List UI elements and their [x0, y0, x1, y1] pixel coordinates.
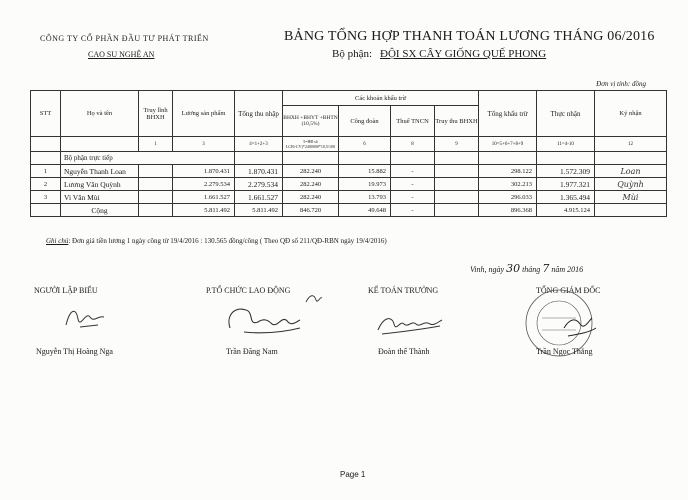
cell-tong: 1.661.527 — [235, 191, 283, 204]
cell-tong: 1.870.431 — [235, 165, 283, 178]
cell-truy-linh — [139, 191, 173, 204]
cell-thuc-nhan: 1.977.321 — [537, 178, 595, 191]
col-bhxh: BHXH +BHYT +BHTN (10,5%) — [283, 106, 339, 137]
cell-name: Vi Văn Mùi — [61, 191, 139, 204]
cell-truy-linh — [139, 178, 173, 191]
date-month-label: tháng — [522, 265, 541, 274]
cell-thue: - — [391, 165, 435, 178]
signatory-name: Nguyễn Thị Hoàng Nga — [36, 347, 113, 356]
header-row-1 — [31, 91, 667, 106]
footnote-label: Ghi chú — [46, 237, 69, 245]
department-label: Bộ phận: — [332, 48, 373, 60]
cell-thuc-nhan: 1.365.494 — [537, 191, 595, 204]
cell-thue: - — [391, 191, 435, 204]
cell-bhxh: 282.240 — [283, 178, 339, 191]
index-cell: 4=1+2+3 — [235, 137, 283, 152]
date-year: năm 2016 — [551, 265, 584, 274]
total-thue: - — [391, 204, 435, 217]
department-value: ĐỘI SX CÂY GIỐNG QUẾ PHONG — [380, 48, 547, 60]
cell-truy-linh — [139, 165, 173, 178]
cell-tong: 2.279.534 — [235, 178, 283, 191]
total-row — [31, 204, 667, 217]
cell-signature: Mùi — [595, 191, 667, 204]
index-cell: 1 — [139, 137, 173, 152]
cell-cong-doan: 15.882 — [339, 165, 391, 178]
cell-truy-thu — [435, 165, 479, 178]
cell-name: Lương Văn Quỳnh — [61, 178, 139, 191]
date-day: 30 — [506, 262, 521, 275]
signatory-name: Đoàn thế Thành — [378, 347, 430, 356]
cell-luong-sp: 1.661.527 — [173, 191, 235, 204]
signature-mark — [374, 306, 444, 340]
table-row — [31, 165, 667, 178]
col-tong-thu-nhap: Tổng thu nhập — [235, 91, 283, 137]
col-truy-thu: Truy thu BHXH — [435, 106, 479, 137]
company-name-line2: CAO SU NGHỆ AN — [88, 50, 155, 59]
date-month: 7 — [542, 262, 550, 275]
total-thuc-nhan: 4.915.124 — [537, 204, 595, 217]
total-cong-doan: 49.648 — [339, 204, 391, 217]
unit-label: Đơn vị tính: đồng — [596, 80, 646, 88]
total-bhxh: 846.720 — [283, 204, 339, 217]
cell-luong-sp: 2.279.534 — [173, 178, 235, 191]
cell-thue: - — [391, 178, 435, 191]
payroll-table — [30, 90, 667, 217]
signature-mark — [60, 303, 110, 333]
col-name: Họ và tên — [61, 91, 139, 137]
cell-bhxh: 282.240 — [283, 165, 339, 178]
cell-stt: 3 — [31, 191, 61, 204]
total-tong-kt: 896.368 — [479, 204, 537, 217]
cell-name: Nguyễn Thanh Loan — [61, 165, 139, 178]
total-luong-sp: 5.811.492 — [173, 204, 235, 217]
col-ky-nhan: Ký nhận — [595, 91, 667, 137]
cell-tong-kt: 302.213 — [479, 178, 537, 191]
table-row — [31, 191, 667, 204]
col-thue: Thuế TNCN — [391, 106, 435, 137]
signatory-title: P.TỔ CHỨC LAO ĐỘNG — [206, 286, 291, 295]
col-luong-sp: Lương sản phẩm — [173, 91, 235, 137]
col-truy-linh: Truy lĩnh BHXH — [139, 91, 173, 137]
index-cell: 6 — [339, 137, 391, 152]
date-prefix: Vinh, ngày — [470, 265, 505, 274]
company-name-line1: CÔNG TY CỔ PHẦN ĐẦU TƯ PHÁT TRIỂN — [40, 34, 209, 43]
cell-cong-doan: 19.973 — [339, 178, 391, 191]
department-line — [332, 48, 546, 60]
total-label: Cộng — [61, 204, 139, 217]
index-cell: 8 — [391, 137, 435, 152]
col-cong-doan: Công đoàn — [339, 106, 391, 137]
index-cell: 11=4-10 — [537, 137, 595, 152]
section-label: Bộ phận trực tiếp — [61, 152, 235, 165]
initials-mark — [304, 292, 324, 306]
cell-truy-thu — [435, 191, 479, 204]
index-cell: 12 — [595, 137, 667, 152]
index-cell: 9 — [435, 137, 479, 152]
cell-luong-sp: 1.870.431 — [173, 165, 235, 178]
index-cell: 10=5+6+7+8+9 — [479, 137, 537, 152]
cell-thuc-nhan: 1.572.309 — [537, 165, 595, 178]
signatory-title: KẾ TOÁN TRƯỞNG — [368, 286, 439, 295]
signature-mark — [224, 298, 304, 338]
signatory-title: NGƯỜI LẬP BIỂU — [34, 286, 98, 295]
section-row — [31, 152, 667, 165]
index-cell: 5=HĐ số LCB+CV)*2400000*10,5/100 — [283, 137, 339, 152]
cell-stt: 1 — [31, 165, 61, 178]
total-tong: 5.811.492 — [235, 204, 283, 217]
index-cell — [31, 137, 61, 152]
cell-cong-doan: 13.793 — [339, 191, 391, 204]
footnote — [46, 237, 387, 245]
table-row — [31, 178, 667, 191]
signatory-name: Trần Đăng Nam — [226, 347, 278, 356]
footnote-text: : Đơn giá tiền lương 1 ngày công từ 19/4/2016 : 130.565 đồng/công ( Theo QĐ số 211/QĐ-RBN ngày 19/4/2016) — [68, 237, 387, 245]
index-cell — [61, 137, 139, 152]
cell-truy-thu — [435, 178, 479, 191]
signatory-name: Trần Ngọc Thắng — [536, 347, 593, 356]
col-deductions: Các khoản khấu trừ — [283, 91, 479, 106]
index-row — [31, 137, 667, 152]
col-thuc-nhan: Thực nhận — [537, 91, 595, 137]
col-stt: STT — [31, 91, 61, 137]
document-title: BẢNG TỔNG HỢP THANH TOÁN LƯƠNG THÁNG 06/2016 — [284, 29, 655, 44]
col-tong-khau-tru: Tổng khấu trừ — [479, 91, 537, 137]
cell-tong-kt: 296.033 — [479, 191, 537, 204]
cell-signature: Quỳnh — [595, 178, 667, 191]
index-cell: 3 — [173, 137, 235, 152]
signatory-title: TỔNG GIÁM ĐỐC — [536, 286, 601, 295]
page-number: Page 1 — [340, 470, 366, 479]
cell-signature: Loan — [595, 165, 667, 178]
date-line — [470, 262, 583, 275]
cell-stt: 2 — [31, 178, 61, 191]
cell-bhxh: 282.240 — [283, 191, 339, 204]
cell-tong-kt: 298.122 — [479, 165, 537, 178]
